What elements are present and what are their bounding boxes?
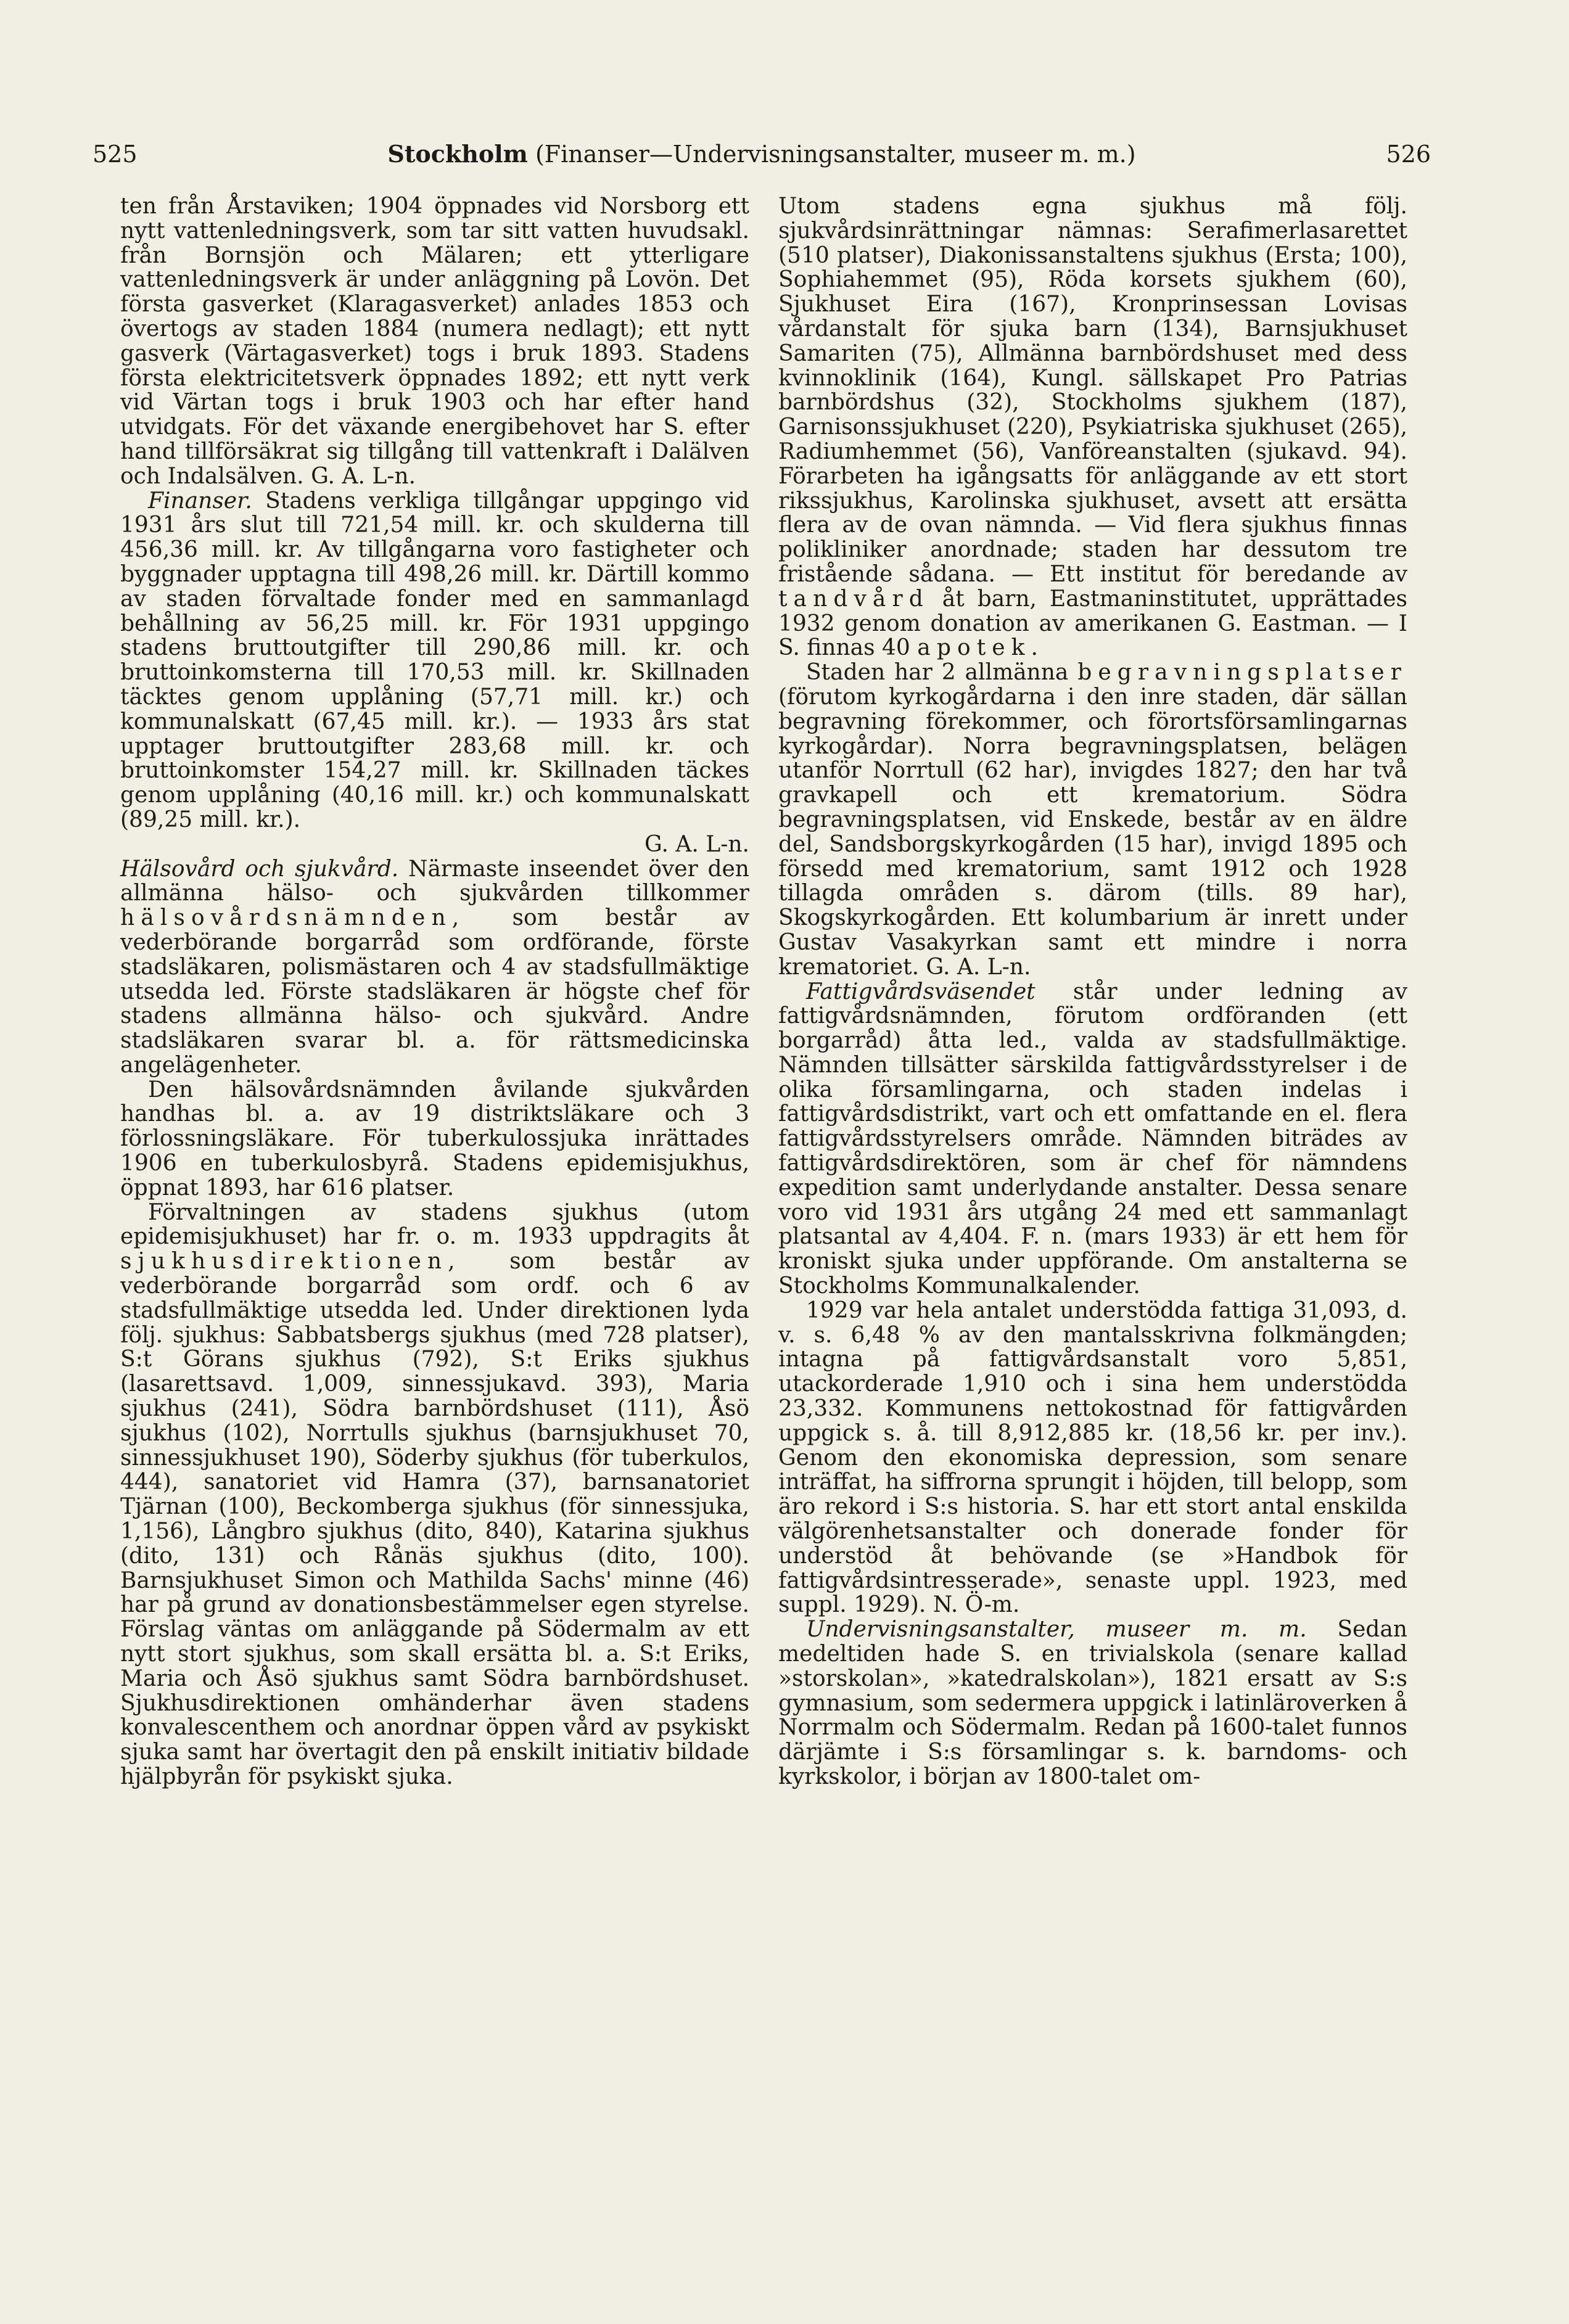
spaced-term: sjukhusdirektionen,: [120, 1249, 461, 1275]
section-heading-undervisning: Undervisningsanstalter, museer m. m.: [806, 1617, 1307, 1643]
cemeteries-paragraph: Staden har 2 allmänna begravningsplatser (förutom kyrkogårdarna i den inre staden, där sällan begravning förekommer, och förortsförsamlingarnas kyrkogårdar). Norra begravningsplatsen, belägen utanför Norrtull (62 har), invigdes 1827; den har två gravkapell och ett krematorium. Södra begravningsplatsen, vid Enskede, består av en äldre del, Sandsborgskyrkogården (15 har), invigd 1895 och försedd med krematorium, samt 1912 och 1928 tillagda områden s. därom (tills. 89 har), Skogskyrkogården. Ett kolumbarium är inrett under Gustav Vasakyrkan samt ett mindre i norra krematoriet. G. A. L-n.: [778, 660, 1407, 980]
spaced-term: apotek.: [917, 635, 1045, 661]
finance-paragraph: Finanser. Stadens verkliga tillgångar uppgingo vid 1931 års slut till 721,54 mill. kr. och skulderna till 456,36 mill. kr. Av tillgångarna voro fastigheter och byggnader upptagna till 498,26 mill. kr. Därtill kommo av staden förvaltade fonder med en sammanlagd behållning av 56,25 mill. kr. För 1931 uppgingo stadens bruttoutgifter till 290,86 mill. kr. och bruttoinkomsterna till 170,53 mill. kr. Skillnaden täcktes genom upplåning (57,71 mill. kr.) och kommunalskatt (67,45 mill. kr.). — 1933 års stat upptager bruttoutgifter 283,68 mill. kr. och bruttoinkomster 154,27 mill. kr. Skillnaden täckes genom upplåning (40,16 mill. kr.) och kommunalskatt (89,25 mill. kr.).: [120, 488, 749, 832]
spaced-term: hälsovårdsnämnden,: [120, 905, 466, 931]
poor-relief-paragraph: Fattigvårdsväsendet står under ledning av fattigvårdsnämnden, förutom ordföranden (ett borgarråd) åtta led., valda av stadsfullmäktige. Nämnden tillsätter särskilda fattigvårdsstyrelser i de olika församlingarna, och staden indelas i fattigvårdsdistrikt, vart och ett omfattande en el. flera fattigvårdsstyrelsers område. Nämnden biträdes av fattigvårdsdirektören, som är chef för nämndens expedition samt underlydande anstalter. Dessa senare voro vid 1931 års utgång 24 med ett sammanlagt platsantal av 4,404. F. n. (mars 1933) är ett hem för kroniskt sjuka under uppförande. Om anstalterna se Stockholms Kommunalkalender.: [778, 979, 1407, 1299]
health-care-paragraph: Den hälsovårdsnämnden åvilande sjukvården handhas bl. a. av 19 distriktsläkare och 3 förlossningsläkare. För tuberkulossjuka inrättades 1906 en tuberkulosbyrå. Stadens epidemisjukhus, öppnat 1893, har 616 platser.: [120, 1077, 749, 1201]
spaced-term: begravningsplatser: [1077, 660, 1407, 686]
section-heading-finanser: Finanser.: [148, 488, 252, 514]
health-paragraph: Hälsovård och sjukvård. Närmaste inseendet över den allmänna hälso- och sjukvården tillkommer hälsovårdsnämnden, som består av vederbörande borgarråd som ordförande, förste stadsläkaren, polismästaren och 4 av stadsfullmäktige utsedda led. Förste stadsläkaren är högste chef för stadens allmänna hälso- och sjukvård. Andre stadsläkaren svarar bl. a. för rättsmedicinska angelägenheter.: [120, 856, 750, 1078]
running-title: [339, 136, 1184, 173]
education-paragraph: Undervisningsanstalter, museer m. m. Sedan medeltiden hade S. en trivialskola (senare kallad »storskolan», »katedralskolan»), 1821 ersatt av S:s gymnasium, som sedermera uppgick i latinläroverken å Norrmalm och Södermalm. Redan på 1600-talet funnos därjämte i S:s församlingar s. k. barndoms- och kyrkskolor, i början av 1800-talet om-: [778, 1617, 1407, 1789]
running-title-subtitle: (Finanser—Undervisningsanstalter, museer m. m.): [535, 141, 1136, 168]
author-signature: G. A. L-n.: [644, 831, 749, 857]
author-signature: G. A. L-n.: [926, 954, 1031, 980]
author-signature: N. Ö-m.: [933, 1592, 1020, 1618]
section-heading-fattigvard: Fattigvårdsväsendet: [806, 979, 1036, 1004]
right-column: [778, 194, 1407, 1789]
water-gas-paragraph: ten från Årstaviken; 1904 öppnades vid Norsborg ett nytt vattenledningsverk, som tar sitt vatten huvudsakl. från Bornsjön och Mälaren; ett ytterligare vattenledningsverk är under anläggning på Lovön. Det första gasverket (Klaragasverket) anlades 1853 och övertogs av staden 1884 (numera nedlagt); ett nytt gasverk (Värtagasverket) togs i bruk 1893. Stadens första elektricitetsverk öppnades 1892; ett nytt verk vid Värtan togs i bruk 1903 och har efter hand utvidgats. För det växande energibehovet har S. efter hand tillförsäkrat sig tillgång till vattenkraft i Dalälven och Indalsälven. G. A. L-n.: [120, 194, 749, 489]
author-signature: G. A. L-n.: [311, 463, 416, 489]
spaced-term: tandvård: [778, 586, 929, 612]
section-heading-halsovard: Hälsovård och sjukvård.: [120, 856, 399, 882]
running-title-main: Stockholm: [387, 140, 528, 168]
page-number-right: 526: [1386, 141, 1431, 168]
poor-relief-stats-paragraph: 1929 var hela antalet understödda fattiga 31,093, d. v. s. 6,48 % av den mantalsskrivna folkmängden; intagna på fattigvårdsanstalt voro 5,851, utackorderade 1,910 och i sina hem understödda 23,332. Kommunens nettokostnad för fattigvården uppgick s. å. till 8,912,885 kr. (18,56 kr. per inv.). Genom den ekonomiska depression, som senare inträffat, ha siffrorna sprungit i höjden, till belopp, som äro rekord i S:s historia. S. har ett stort antal enskilda välgörenhetsanstalter och donerade fonder för understöd åt behövande (se »Handbok för fattigvårdsintresserade», senaste uppl. 1923, med suppl. 1929). N. Ö-m.: [778, 1297, 1407, 1618]
hospital-paragraph: Förvaltningen av stadens sjukhus (utom epidemisjukhuset) har fr. o. m. 1933 uppdragits åt sjukhusdirektionen, som består av vederbörande borgarråd som ordf. och 6 av stadsfullmäktige utsedda led. Under direktionen lyda följ. sjukhus: Sabbatsbergs sjukhus (med 728 platser), S:t Görans sjukhus (792), S:t Eriks sjukhus (lasarettsavd. 1,009, sinnessjukavd. 393), Maria sjukhus (241), Södra barnbördshuset (111), Åsö sjukhus (102), Norrtulls sjukhus (barnsjukhuset 70, sinnessjukhuset 190), Söderby sjukhus (för tuberkulos, 444), sanatoriet vid Hamra (37), barnsanatoriet Tjärnan (100), Beckomberga sjukhus (för sinnessjuka, 1,156), Långbro sjukhus (dito, 840), Katarina sjukhus (dito, 131) och Rånäs sjukhus (dito, 100). Barnsjukhuset Simon och Mathilda Sachs' minne (46) har på grund av donationsbestämmelser egen styrelse. Förslag väntas om anläggande på Södermalm av ett nytt stort sjukhus, som skall ersätta bl. a. S:t Eriks, Maria och Åsö sjukhus samt Södra barnbördshuset. Sjukhusdirektionen omhänderhar även stadens konvalescenthem och anordnar öppen vård av psykiskt sjuka samt har övertagit den på enskilt initiativ bildade hjälpbyrån för psykiskt sjuka.: [120, 1199, 750, 1789]
private-hospitals-paragraph: Utom stadens egna sjukhus må följ. sjukvårdsinrättningar nämnas: Serafimerlasarettet (510 platser), Diakonissanstaltens sjukhus (Ersta; 100), Sophiahemmet (95), Röda korsets sjukhem (60), Sjukhuset Eira (167), Kronprinsessan Lovisas vårdanstalt för sjuka barn (134), Barnsjukhuset Samariten (75), Allmänna barnbördshuset med dess kvinnoklinik (164), Kungl. sällskapet Pro Patrias barnbördshus (32), Stockholms sjukhem (187), Garnisonssjukhuset (220), Psykiatriska sjukhuset (265), Radiumhemmet (56), Vanföreanstalten (sjukavd. 94). Förarbeten ha igångsatts för anläggande av ett stort rikssjukhus, Karolinska sjukhuset, avsett att ersätta flera av de ovan nämnda. — Vid flera sjukhus finnas polikliniker anordnade; staden har dessutom tre fristående sådana. — Ett institut för beredande av tandvård åt barn, Eastmaninstitutet, upprättades 1932 genom donation av amerikanen G. Eastman. — I S. finnas 40 apotek.: [778, 194, 1407, 661]
page-number-left: 525: [93, 141, 138, 168]
running-header: [93, 136, 1431, 173]
left-column: [120, 194, 749, 1789]
